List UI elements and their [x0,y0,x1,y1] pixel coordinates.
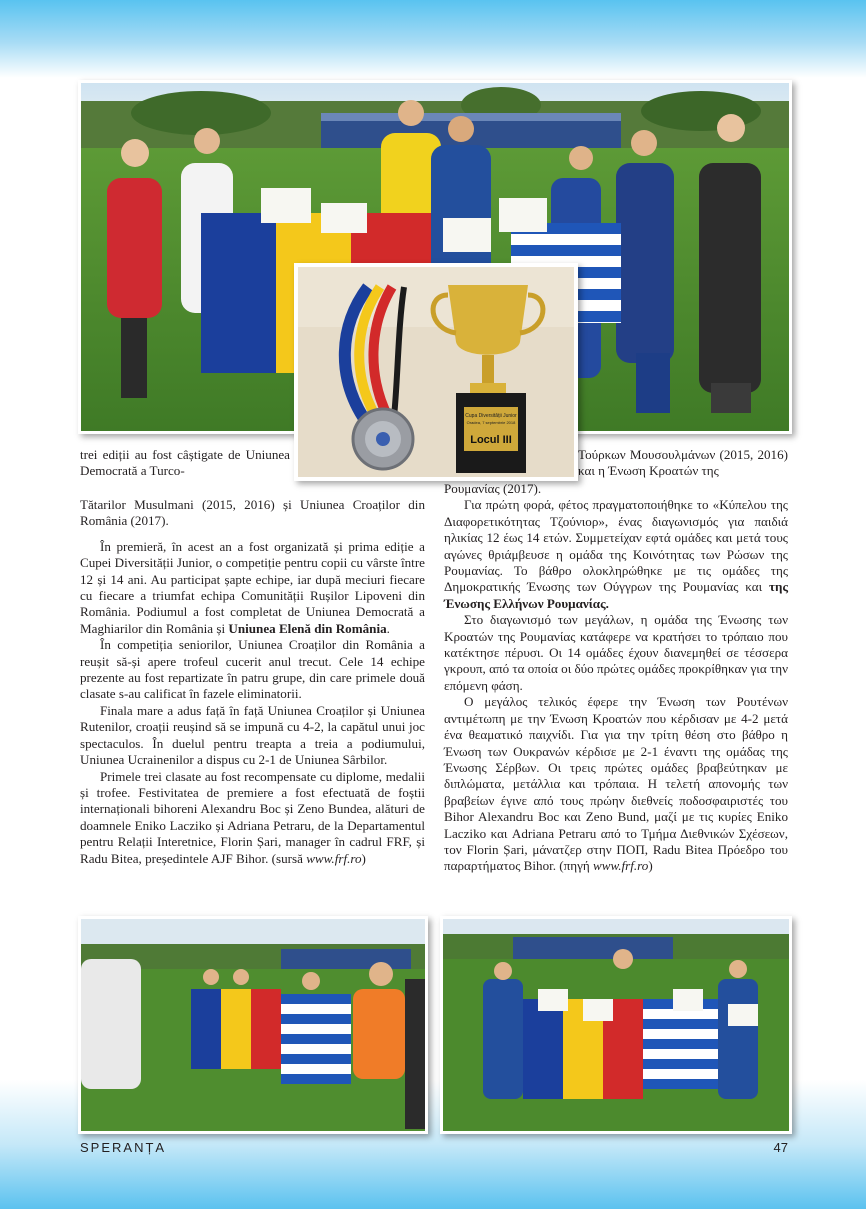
left-p4-text: Primele trei clasate au fost recompensate cu diplome, medalii și trofee. Festivitatea de premiere a fost efectuată de foștii internaționali bihoreni Alexandru Boc și Zeno Bundea, alături de doamnele Eniko Lacziko și Adriana Petraru, de la Departamentul pentru Relații Interetnice, Florin Șari, manager în cadrul FRF, și Radu Bitea, președintele AJF Bihor. (sursă [80,768,425,866]
left-paragraph-1 [80,539,425,637]
left-paragraph-4 [80,769,425,867]
team-photo-bottom-left [78,916,428,1134]
right-p1-bold: της Ένωσης Ελλήνων Ρουμανίας. [444,579,788,611]
left-p4-end: ) [361,850,366,866]
right-paragraph-2: Στο διαγωνισμό των μεγάλων, η ομάδα της Ένωσης των Κροατών της Ρουμανίας κατάφερε να κρατήσει το τρόπαιο που κατέκτησε πέρυσι. Οι 14 ομάδες έχουν διανεμηθεί σε τέσσερα γκρουπ, από τα οποία οι δύο πρώτες ομάδες προκρίθηκαν για την επόμενη φάση. [444,612,788,693]
right-paragraph-0: Ρουμανίας (2017). [444,481,542,496]
left-p4-source-link[interactable]: www.frf.ro [306,850,362,866]
medal-trophy-photo [294,263,578,481]
article-left-top-line [80,447,290,480]
left-p1-end: . [386,620,390,636]
right-p3-text: Ο μεγάλος τελικός έφερε την Ένωση των Ρουτένων αντιμέτωπη με την Ένωση Κροατών που κέρδισαν με 4-2 μετά ένα θεαματικό παιχνίδι. Για για την τρίτη θέση στο βάθρο η Ένωση των Ουκρανών κέρδισε με 2-1 έναντι της ομάδας της Ένωσης Σέρβων. Οι τρεις πρώτες ομάδες βραβεύτηκαν με διπλώματα, μετάλλια και τρόπαια. Η τελετή απονομής των βραβείων έγινε από τους πρώην διεθνείς ποδοσφαιριστές του Bihor Alexandru Boc και Zeno Bund, μαζί με τις κυρίες Eniko Lacziko και Adriana Petraru από το Τμήμα Διεθνικών Σχέσεων, τον Florin Șari, μάνατζερ στην ΠΟΠ, Radu Bitea Πρόεδρο του παραρτήματος Bihor. (πηγή [444,694,788,874]
left-p1-text: În premieră, în acest an a fost organizată și prima ediție a Cupei Diversității Junior, o competiție pentru copii cu vârste între 12 și 14 ani. Au participat șapte echipe, iar după meciuri fiecare cu fiecare a triumfat echipa Comunității Rușilor Lipoveni din România. Podiumul a fost completat de Uniunea Democrată a Maghiarilor din România și [80,538,425,636]
article-left-column [80,497,425,867]
left-p1-bold: Uniunea Elenă din România [228,620,387,636]
plaque-line2: Oradea, 7 septembrie 2018 [466,420,516,425]
team-photo-bottom-right [440,916,792,1134]
article-right-column [444,481,788,875]
left-paragraph-0: Tătarilor Musulmani (2015, 2016) și Uniunea Croaților din România (2017). [80,497,425,529]
plaque-place: Locul III [470,434,512,446]
page-number: 47 [773,1140,788,1155]
plaque-line1: Cupa Diversității Junior [465,413,517,419]
right-p1-text: Για πρώτη φορά, φέτος πραγματοποιήθηκε το «Κύπελου της Διαφορετικότητας Τζούνιορ», ένας διαγωνισμός για παιδιά ηλικίας 12 έως 14 ετών. Συμμετείχαν εφτά ομάδες και μετά τους αγώνες θριάμβευσε η ομάδα της Κοινότητας των Ρώσων της Ρουμανίας. Το βάθρο ολοκληρώθηκε με τις ομάδες της Δημοκρατικής Ένωσης των Ούγγρων της Ρουμανίας και [444,497,788,595]
right-paragraph-3 [444,694,788,874]
magazine-title: SPERANȚA [80,1140,167,1155]
right-p3-end: ) [648,858,653,874]
left-top-text: trei ediții au fost câștigate de Uniunea Democrată a Turco- [80,447,290,479]
top-decor-band [0,0,866,78]
left-paragraph-2: În competiția seniorilor, Uniunea Croaților din România a reușit să-și apere trofeul cucerit anul trecut. Cele 14 echipe prezente au fost repartizate în patru grupe, din care primele două clasate s-au calificat în fazele eliminatorii. [80,637,425,702]
right-top-text: Τούρκων Μουσουλμάνων (2015, 2016) και η Ένωση Κροατών της [578,447,788,479]
right-paragraph-1 [444,497,788,612]
article-right-top-line [578,447,788,480]
left-paragraph-3: Finala mare a adus față în față Uniunea Croaților și Uniunea Rutenilor, croații reușind să se impună cu 4-2, la capătul unui joc spectaculos. În duelul pentru treapta a treia a podiumului, Uniunea Ucrainenilor a dispus cu 2-1 de Uniunea Sârbilor. [80,702,425,768]
right-p3-source-link[interactable]: www.frf.ro [593,858,649,874]
